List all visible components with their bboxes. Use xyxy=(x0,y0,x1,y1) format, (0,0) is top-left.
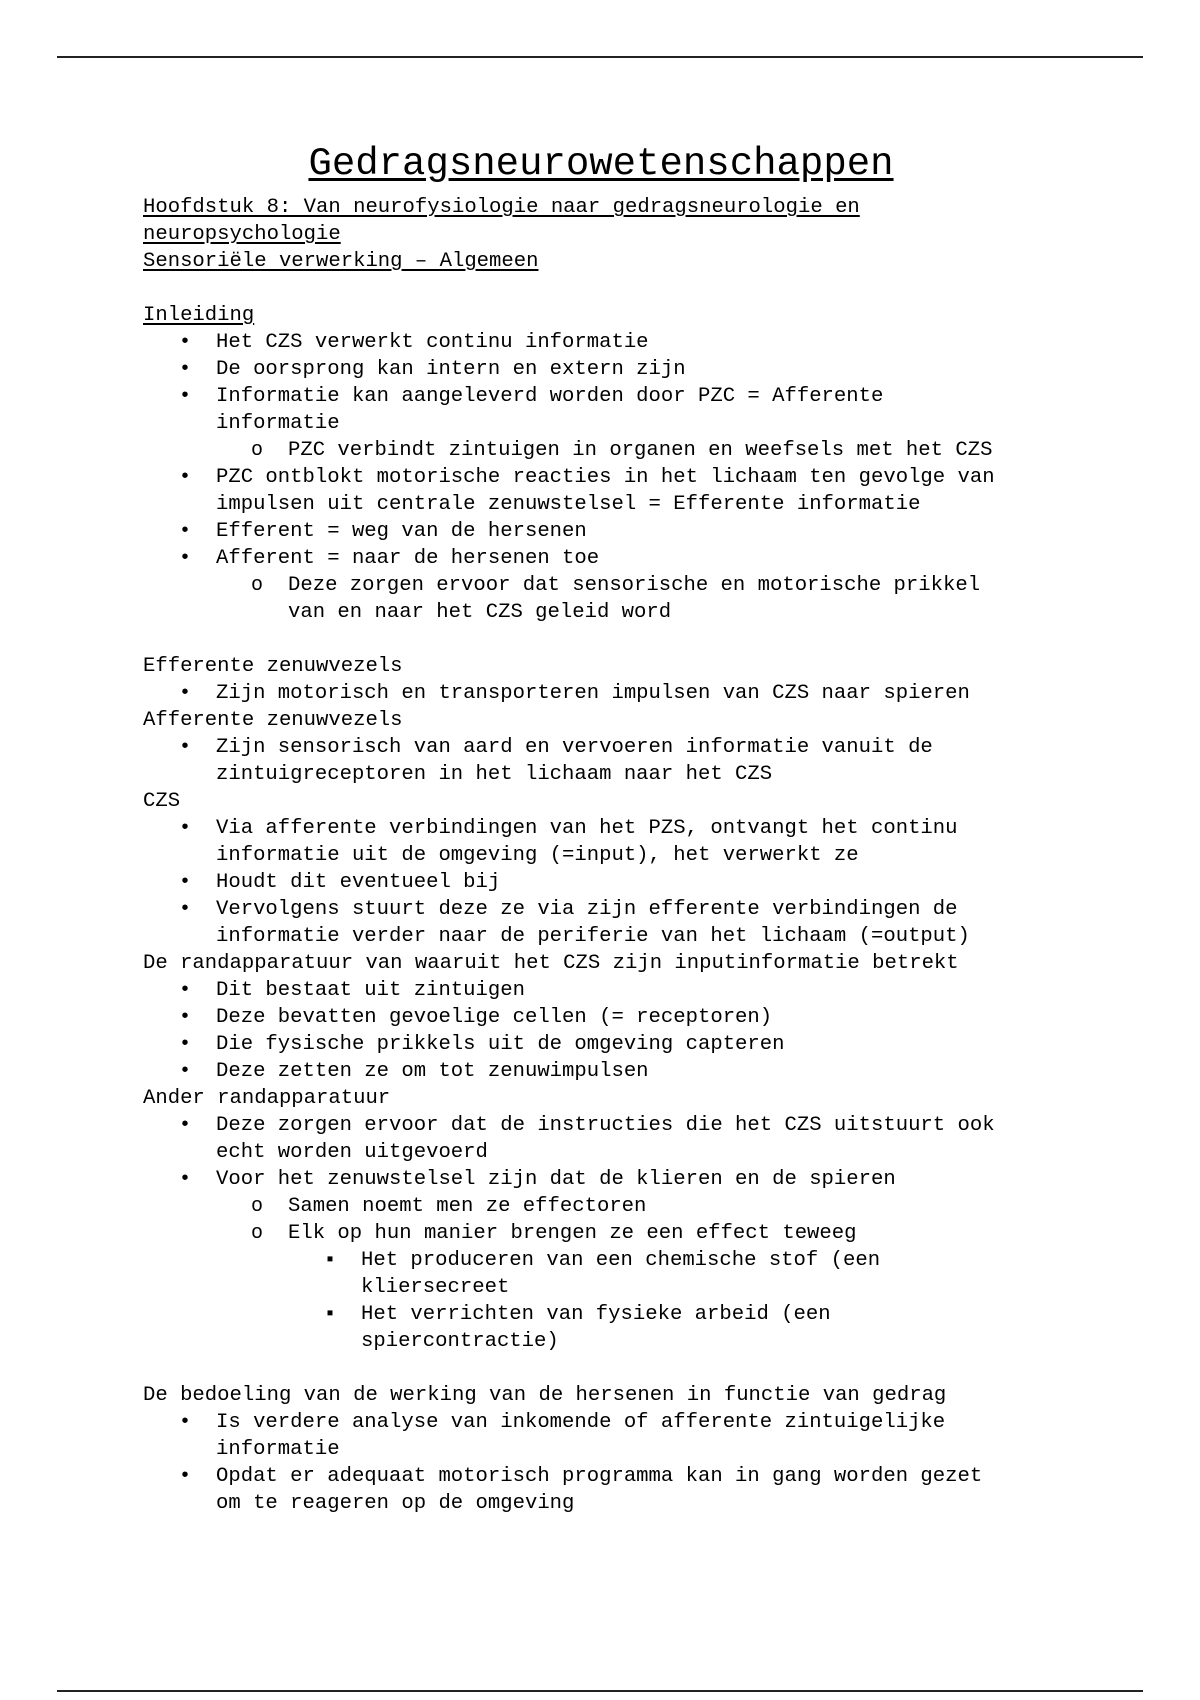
list-item: • Efferent = weg van de hersenen xyxy=(179,520,587,543)
list-item: • Deze zetten ze om tot zenuwimpulsen xyxy=(179,1060,649,1083)
square-bullet-icon: ▪ xyxy=(324,1249,337,1272)
list-item: • Deze bevatten gevoelige cellen (= receptoren) xyxy=(179,1006,773,1029)
section-heading-inleiding: Inleiding xyxy=(143,304,255,327)
bullet-icon: • xyxy=(179,385,192,408)
list-item: ▪ Het produceren van een chemische stof (een kliersecreet xyxy=(324,1249,881,1299)
inleiding-list xyxy=(143,329,1143,626)
list-item: • Via afferente verbindingen van het PZS, ontvangt het continu informatie uit de omgeving (=input), het verwerkt ze xyxy=(179,817,958,867)
subchapter-title: Sensoriële verwerking – Algemeen xyxy=(143,250,539,273)
list-item: • Opdat er adequaat motorisch programma kan in gang worden gezet om te reageren op de omgeving xyxy=(179,1465,983,1515)
list-item: • Houdt dit eventueel bij xyxy=(179,871,501,894)
bullet-icon: • xyxy=(179,520,192,543)
list-item: • Het CZS verwerkt continu informatie xyxy=(179,331,649,354)
list-item: • PZC ontblokt motorische reacties in het lichaam ten gevolge van impulsen uit centrale zenuwstelsel = Efferente informatie xyxy=(179,466,995,516)
circle-bullet-icon: o xyxy=(251,1195,264,1218)
square-bullet-icon: ▪ xyxy=(324,1303,337,1326)
efferente-list xyxy=(143,680,1143,707)
list-item: • Voor het zenuwstelsel zijn dat de klieren en de spieren xyxy=(179,1168,896,1191)
top-rule xyxy=(57,56,1143,58)
afferente-list xyxy=(143,734,1143,788)
list-item: • Informatie kan aangeleverd worden door PZC = Afferente informatie xyxy=(179,385,884,435)
circle-bullet-icon: o xyxy=(251,1222,264,1245)
section-heading-efferente: Efferente zenuwvezels xyxy=(143,655,403,678)
circle-bullet-icon: o xyxy=(251,439,264,462)
bullet-icon: • xyxy=(179,1006,192,1029)
section-heading-randapparatuur: De randapparatuur van waaruit het CZS zijn inputinformatie betrekt xyxy=(143,952,959,975)
bullet-icon: • xyxy=(179,1060,192,1083)
section-heading-czs: CZS xyxy=(143,790,181,813)
bullet-icon: • xyxy=(179,1411,192,1434)
bullet-icon: • xyxy=(179,979,192,1002)
bullet-icon: • xyxy=(179,682,192,705)
section-heading-ander: Ander randapparatuur xyxy=(143,1087,391,1110)
bottom-rule xyxy=(57,1690,1143,1692)
bullet-icon: • xyxy=(179,1114,192,1137)
ander-list xyxy=(143,1112,1143,1355)
list-item: • Deze zorgen ervoor dat de instructies die het CZS uitstuurt ook echt worden uitgevoerd xyxy=(179,1114,995,1164)
list-item: ▪ Het verrichten van fysieke arbeid (een spiercontractie) xyxy=(324,1303,831,1353)
list-item: • Afferent = naar de hersenen toe xyxy=(179,547,600,570)
page-title: Gedragsneurowetenschappen xyxy=(308,142,894,186)
bullet-icon: • xyxy=(179,1033,192,1056)
list-item: • Die fysische prikkels uit de omgeving capteren xyxy=(179,1033,785,1056)
list-item: o Elk op hun manier brengen ze een effect teweeg xyxy=(251,1222,857,1245)
section-heading-afferente: Afferente zenuwvezels xyxy=(143,709,403,732)
bullet-icon: • xyxy=(179,1168,192,1191)
list-item: o PZC verbindt zintuigen in organen en weefsels met het CZS xyxy=(251,439,993,462)
list-item: • Is verdere analyse van inkomende of afferente zintuigelijke informatie xyxy=(179,1411,946,1461)
bullet-icon: • xyxy=(179,1465,192,1488)
list-item: • Vervolgens stuurt deze ze via zijn efferente verbindingen de informatie verder naar de periferie van het lichaam (=output) xyxy=(179,898,970,948)
bedoeling-list xyxy=(143,1409,1143,1517)
bullet-icon: • xyxy=(179,331,192,354)
spacer xyxy=(143,1355,1143,1382)
bullet-icon: • xyxy=(179,898,192,921)
bullet-icon: • xyxy=(179,736,192,759)
bullet-icon: • xyxy=(179,358,192,381)
document-body xyxy=(143,140,1143,1517)
bullet-icon: • xyxy=(179,547,192,570)
list-item: • Dit bestaat uit zintuigen xyxy=(179,979,525,1002)
bullet-icon: • xyxy=(179,871,192,894)
randapparatuur-list xyxy=(143,977,1143,1085)
chapter-title: Hoofdstuk 8: Van neurofysiologie naar gedragsneurologie en neuropsychologie xyxy=(143,196,860,246)
circle-bullet-icon: o xyxy=(251,574,264,597)
list-item: o Deze zorgen ervoor dat sensorische en motorische prikkel van en naar het CZS geleid word xyxy=(251,574,981,624)
czs-list xyxy=(143,815,1143,950)
list-item: • Zijn motorisch en transporteren impulsen van CZS naar spieren xyxy=(179,682,970,705)
bullet-icon: • xyxy=(179,817,192,840)
spacer xyxy=(143,626,1143,653)
section-heading-bedoeling: De bedoeling van de werking van de hersenen in functie van gedrag xyxy=(143,1384,947,1407)
list-item: o Samen noemt men ze effectoren xyxy=(251,1195,647,1218)
list-item: • Zijn sensorisch van aard en vervoeren informatie vanuit de zintuigreceptoren in het lichaam naar het CZS xyxy=(179,736,933,786)
list-item: • De oorsprong kan intern en extern zijn xyxy=(179,358,686,381)
spacer xyxy=(143,275,1143,302)
bullet-icon: • xyxy=(179,466,192,489)
